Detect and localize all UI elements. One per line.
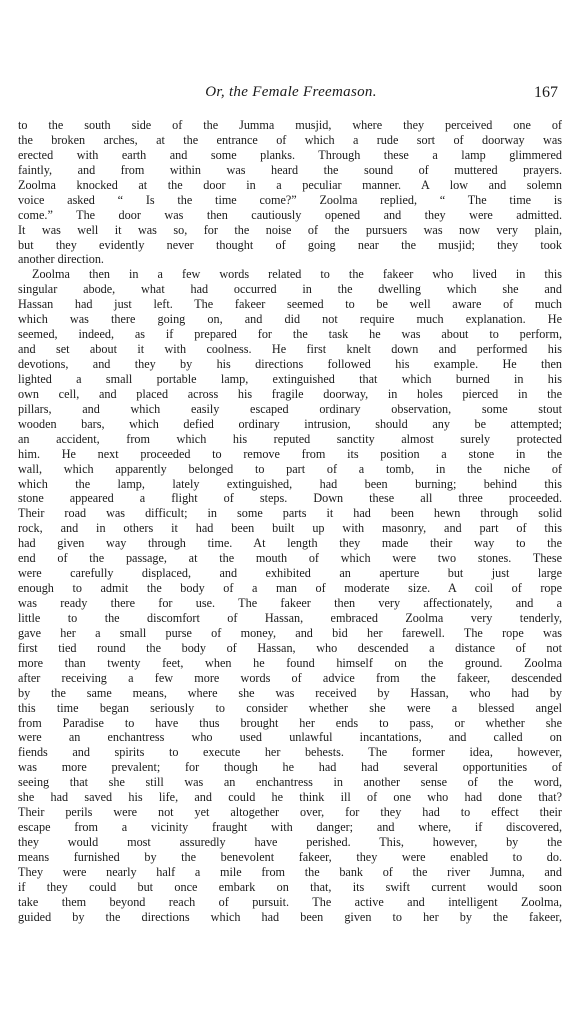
page-number: 167 [534,84,558,101]
text-line: Zoolma then in a few words related to the fakeer who lived in this [32,267,562,282]
text-line: from Paradise to have thus brought her ends to pass, or whether she [18,715,562,730]
text-line: own cell, and placed across his fragile doorway, in holes pierced in the [18,386,562,401]
text-line: They were nearly half a mile from the bank of the river Jumna, and [18,864,562,879]
text-line: fiends and spirits to execute her behests. The former idea, however, [18,745,562,760]
text-line: enough to admit the body of a man of moderate size. A coil of rope [18,581,562,596]
text-line: to the south side of the Jumma musjid, where they perceived one of [18,118,562,132]
text-line: rock, and in others it had been built up with masonry, and part of this [18,521,562,536]
text-line: It was well it was so, for the noise of the pursuers was now very plain, [18,222,562,237]
text-line: wall, which apparently belonged to part of a tomb, in the niche of [18,461,562,476]
text-line: voice asked “ Is the time come?” Zoolma replied, “ The time is [18,192,562,207]
text-line: wooden bars, which defied ordinary intrusion, should any be attempted; [18,416,562,431]
text-line: were an enchantress who used unlawful incantations, and called on [18,730,562,745]
text-line: they would most assuredly have perished. This, however, by the [18,835,562,849]
text-line: escape from a vicinity fraught with danger; and where, if discovered, [18,820,562,835]
text-line: and set about it with coolness. He first knelt down and performed his [18,342,562,357]
text-line: more than twenty feet, when he found himself on the ground. Zoolma [18,655,562,670]
text-line: little to the discomfort of Hassan, embraced Zoolma very tenderly, [18,610,562,625]
text-line: after receiving a few more words of advice from the fakeer, descended [18,670,562,685]
text-line: but they evidently never thought of going near the musjid; they took [18,237,562,252]
text-line: this time began seriously to consider whether she were a blessed angel [18,700,562,715]
text-line: come.” The door was then cautiously opened and they were admitted. [18,207,562,222]
text-line: Zoolma knocked at the door in a peculiar manner. A low and solemn [18,177,562,192]
text-line: him. He next proceeded to remove from its position a stone in the [18,446,562,461]
text-line: if they could but once embark on that, its swift current would soon [18,879,562,894]
text-line: seeing that she still was an enchantress in another sense of the word, [18,775,562,790]
text-line: the broken arches, at the entrance of which a rude sort of doorway was [18,132,562,147]
text-line: seemed, indeed, as if prepared for the task he was about to perform, [18,327,562,342]
text-line: first tied round the body of Hassan, who descended a distance of not [18,640,562,655]
text-line: were carefully displaced, and exhibited an aperture but just large [18,566,562,581]
text-line: another direction. [18,252,104,267]
text-line: she had saved his life, and could he think ill of one who had done that? [18,790,562,805]
text-line: was ready there for use. The fakeer then very affectionately, and a [18,596,562,610]
body-text [18,118,562,925]
text-line: end of the passage, at the mouth of which were two stones. These [18,551,562,566]
text-line: gave her a small purse of money, and bid her farewell. The rope was [18,625,562,640]
text-line: erected with earth and some planks. Through these a lamp glimmered [18,147,562,162]
book-page [18,0,564,1014]
text-line: was more prevalent; for though he had had several opportunities of [18,760,562,775]
text-line: which was there going on, and did not require much explanation. He [18,312,562,327]
text-line: Their road was difficult; in some parts it had been hewn through solid [18,506,562,521]
text-line: take them beyond reach of pursuit. The active and intelligent Zoolma, [18,894,562,909]
running-title: Or, the Female Freemason. [205,84,377,100]
text-line: devotions, and they by his directions followed his example. He then [18,357,562,371]
text-line: pillars, and which easily escaped ordinary observation, some stout [18,401,562,416]
text-line: an accident, from which his reputed sanctity almost surely protected [18,431,562,446]
text-line: had given way through time. At length they made their way to the [18,536,562,551]
text-line: lighted a small portable lamp, extinguished that which burned in his [18,371,562,386]
text-line: by the same means, where she was received by Hassan, who had by [18,685,562,700]
text-line: means furnished by the benevolent fakeer, they were enabled to do. [18,849,562,864]
text-line: singular abode, what had occurred in the dwelling which she and [18,282,562,297]
text-line: which the lamp, lately extinguished, had been burning; behind this [18,476,562,491]
text-line: Their perils were not yet altogether over, for they had to effect their [18,805,562,820]
text-line: Hassan had just left. The fakeer seemed to be well aware of much [18,297,562,312]
text-line: guided by the directions which had been given to her by the fakeer, [18,909,562,924]
text-line: faintly, and from within was heard the sound of muttered prayers. [18,162,562,177]
text-line: stone appeared a flight of steps. Down these all three proceeded. [18,491,562,506]
